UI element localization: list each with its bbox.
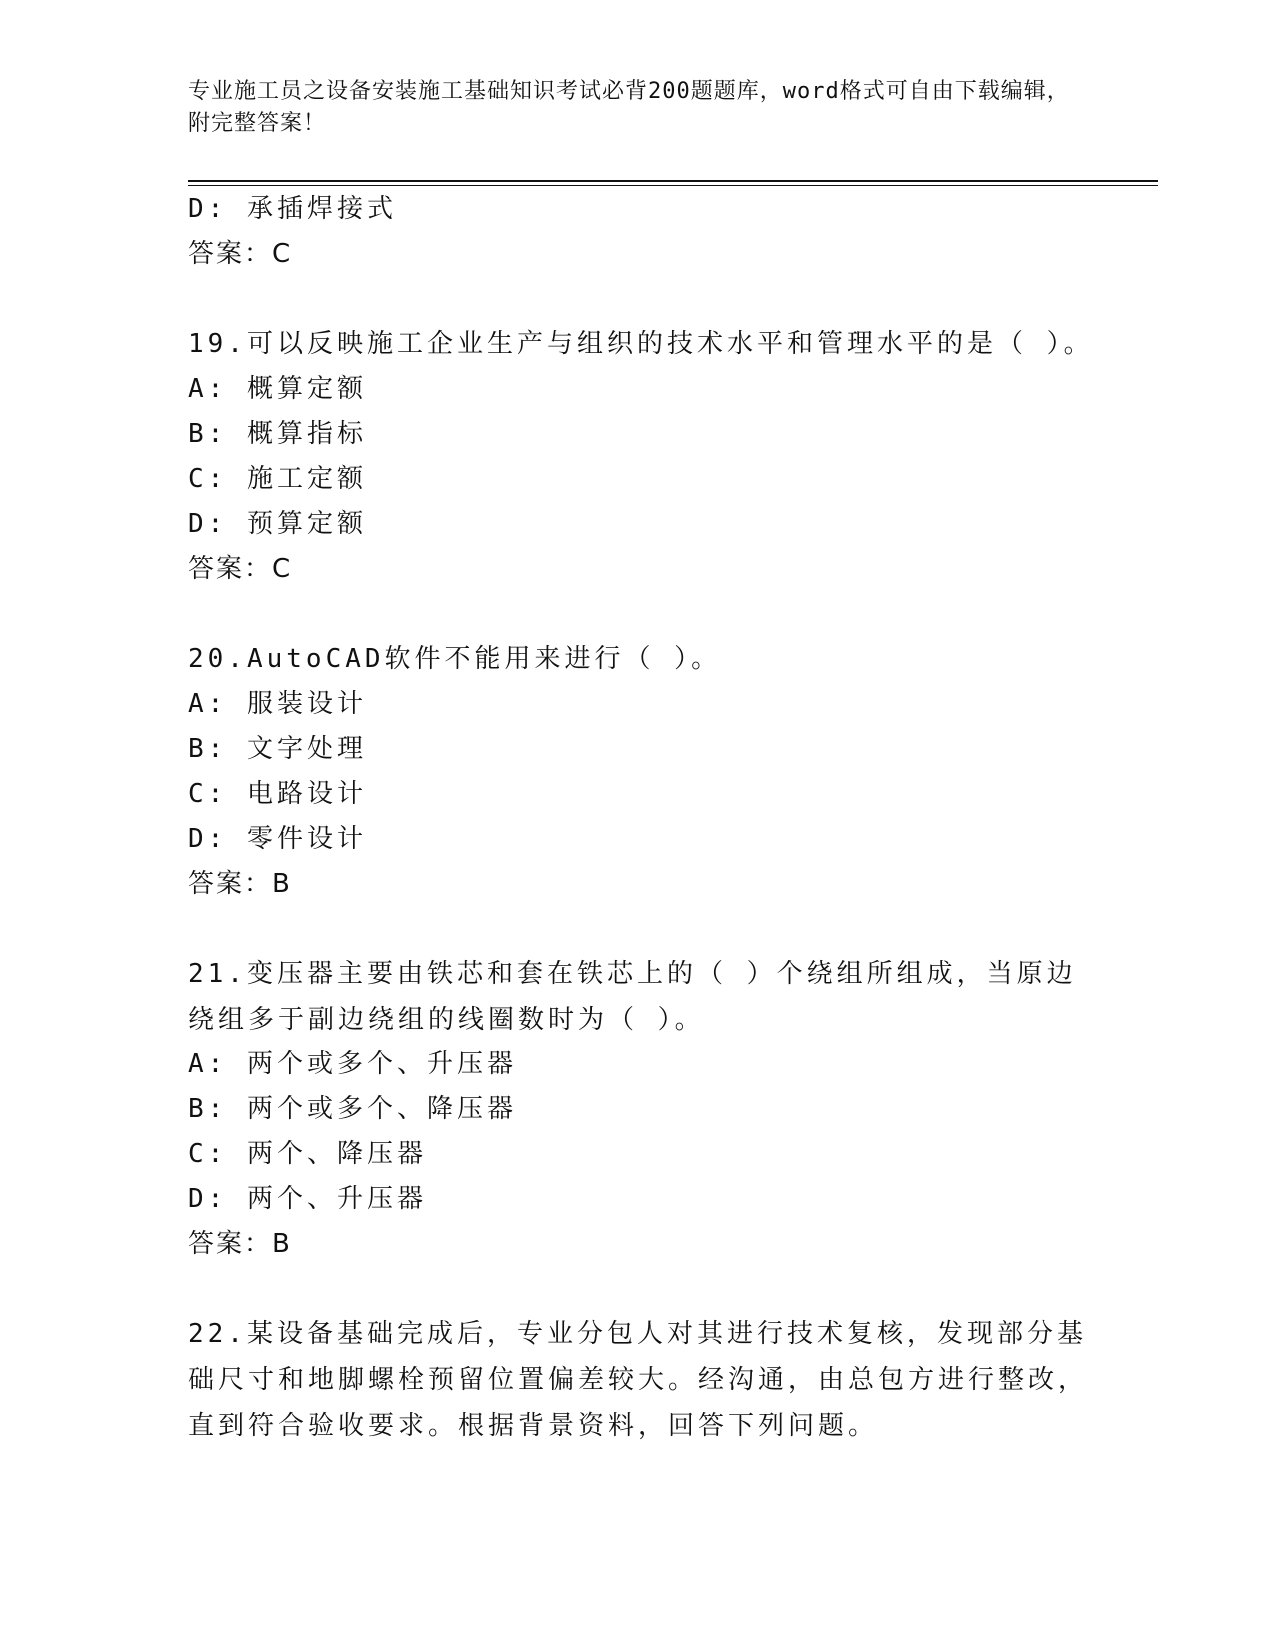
q18-answer: 答案：C	[188, 239, 293, 269]
q18-option-d: D: 承插焊接式	[188, 194, 397, 224]
q20-option-d: D: 零件设计	[188, 824, 367, 854]
q22-question: 22.某设备基础完成后，专业分包人对其进行技术复核，发现部分基础尺寸和地脚螺栓预留位置偏差较大。经沟通，由总包方进行整改，直到符合验收要求。根据背景资料，回答下列问题。	[188, 1319, 1089, 1441]
q20-option-b: B: 文字处理	[188, 734, 367, 764]
q20-question: 20.AutoCAD软件不能用来进行（ ）。	[188, 644, 722, 674]
header-rule-thick	[188, 180, 1158, 182]
q20-answer: 答案：B	[188, 869, 292, 899]
q21-option-d: D: 两个、升压器	[188, 1184, 427, 1214]
q21-question: 21.变压器主要由铁芯和套在铁芯上的（ ）个绕组所组成，当原边绕组多于副边绕组的线圈数时为（ ）。	[188, 959, 1077, 1035]
q19-option-d: D: 预算定额	[188, 509, 367, 539]
q21-option-a: A: 两个或多个、升压器	[188, 1049, 517, 1079]
q19-option-c: C: 施工定额	[188, 464, 367, 494]
q21-option-b: B: 两个或多个、降压器	[188, 1094, 517, 1124]
q20-option-a: A: 服装设计	[188, 689, 367, 719]
q19-option-b: B: 概算指标	[188, 419, 367, 449]
q21-answer: 答案：B	[188, 1229, 292, 1259]
q19-option-a: A: 概算定额	[188, 374, 367, 404]
q21-option-c: C: 两个、降压器	[188, 1139, 427, 1169]
q19-answer: 答案：C	[188, 554, 293, 584]
q19-question: 19.可以反映施工企业生产与组织的技术水平和管理水平的是（ ）。	[188, 329, 1094, 359]
q20-option-c: C: 电路设计	[188, 779, 367, 809]
document-header: 专业施工员之设备安装施工基础知识考试必背200题题库，word格式可自由下载编辑，附完整答案！	[188, 79, 1070, 136]
